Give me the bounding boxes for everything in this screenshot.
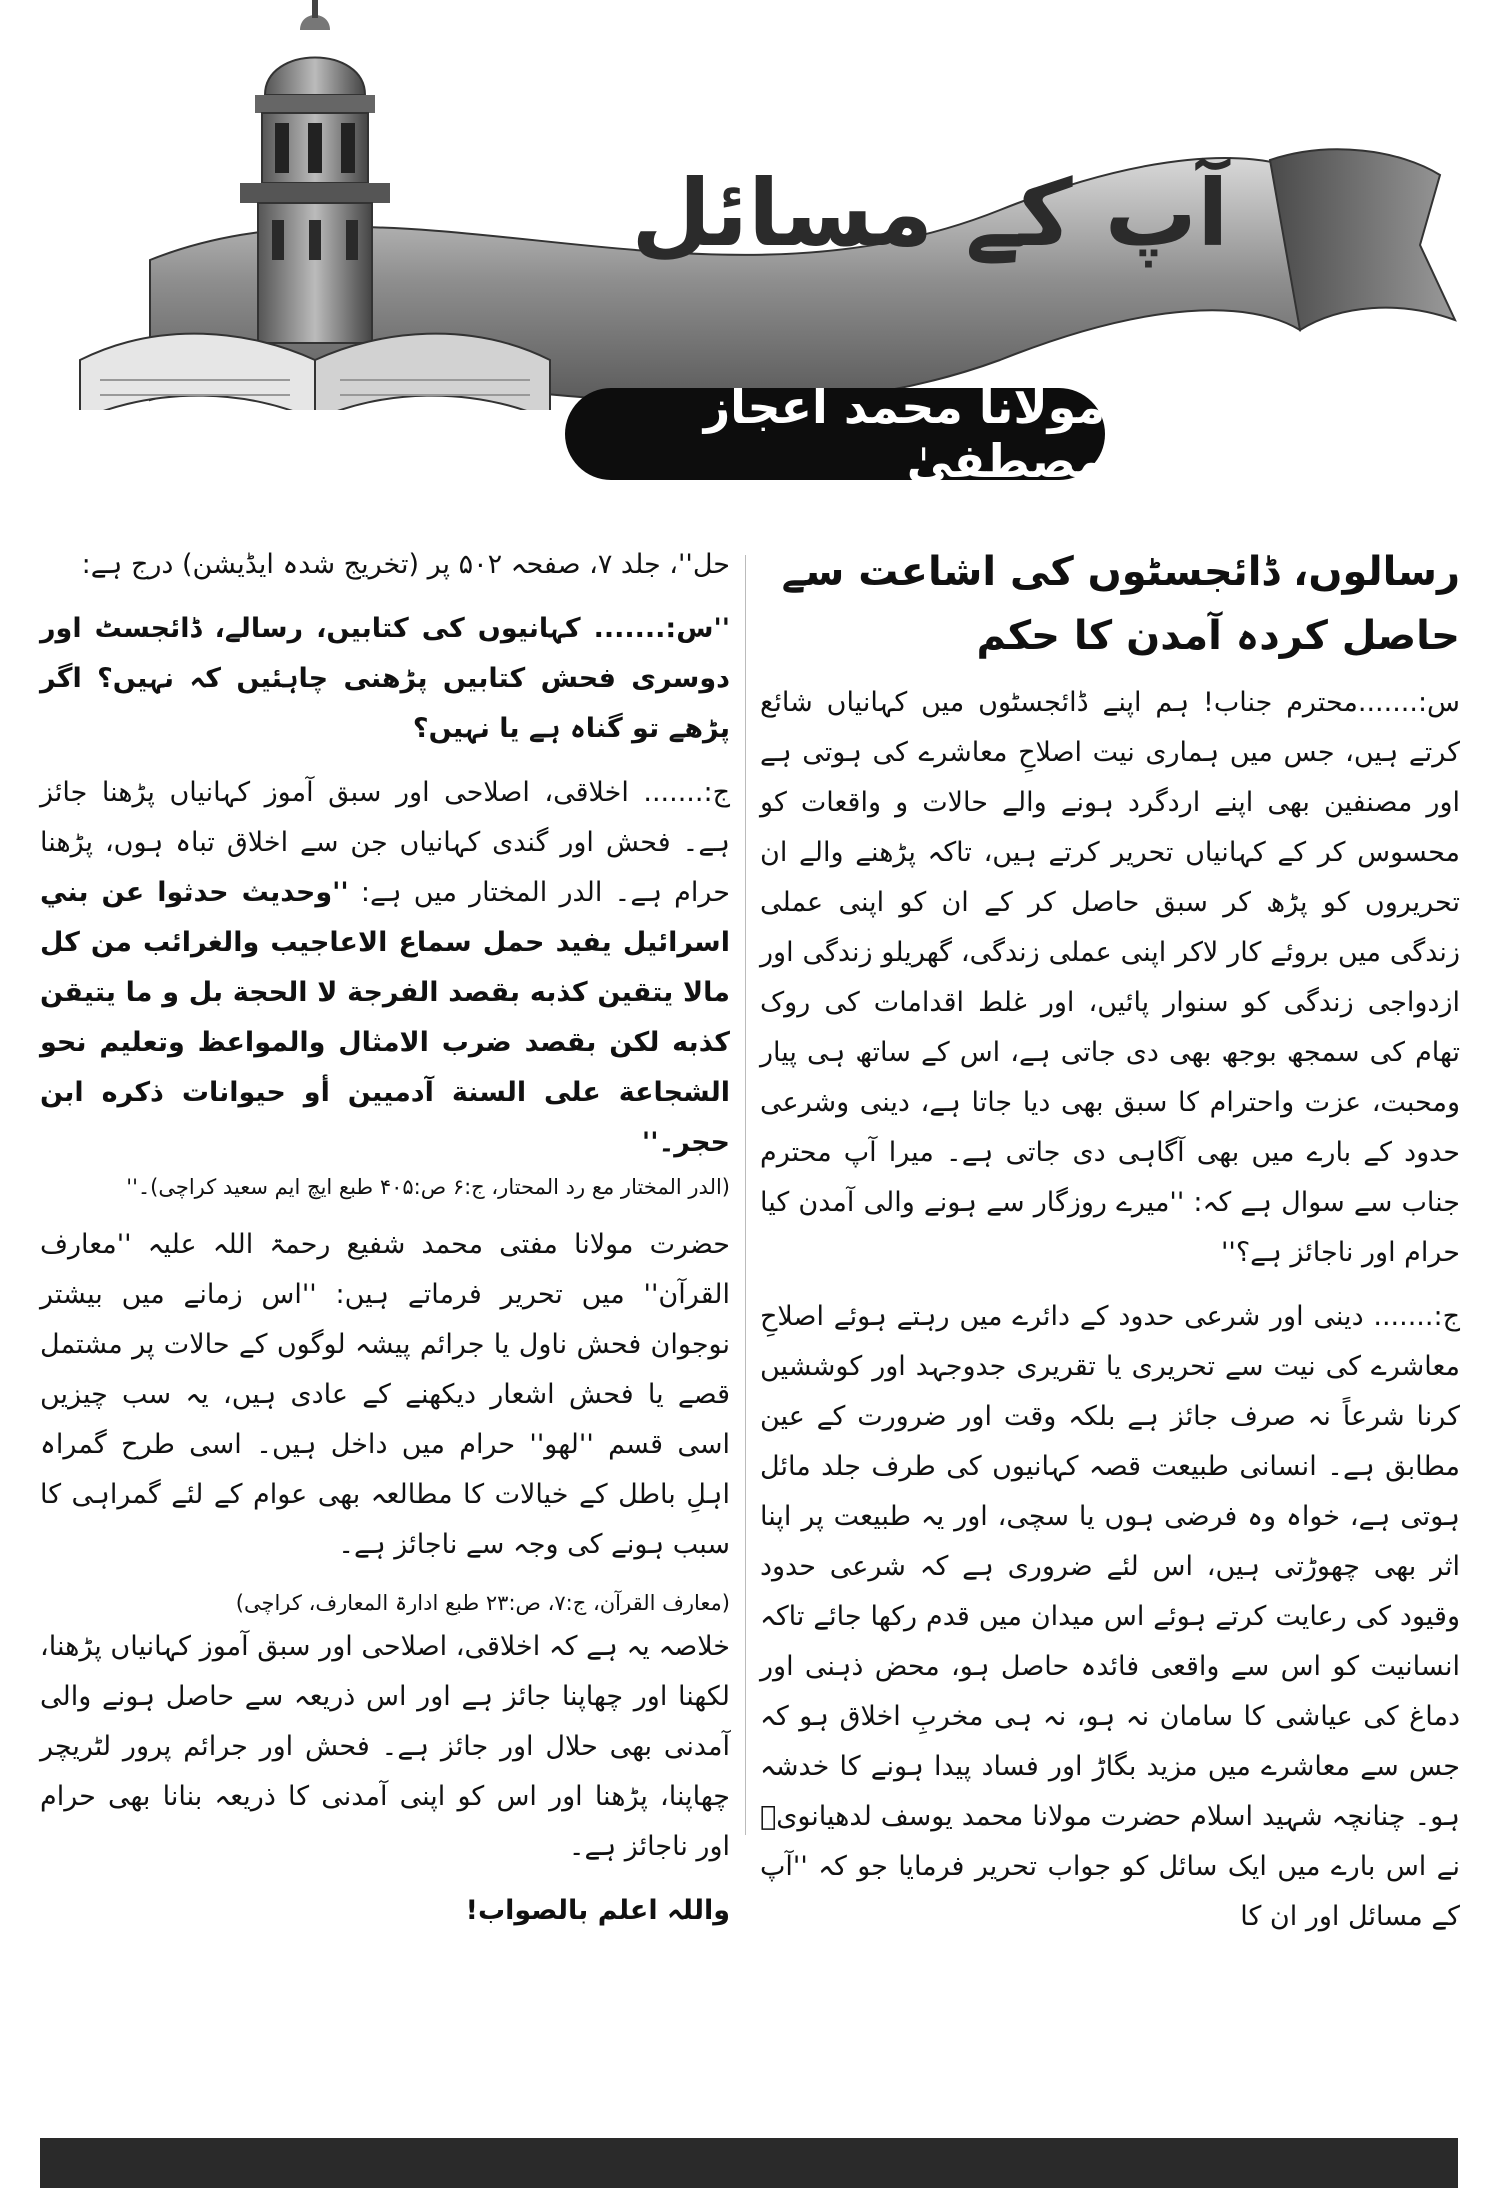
masthead-title: آپ کے مسائل — [631, 160, 1229, 267]
article-left-column — [40, 540, 730, 1950]
author-badge — [565, 380, 1105, 488]
article-headline: رسالوں، ڈائجسٹوں کی اشاعت سے حاصل کردہ آمدن کا حکم — [781, 549, 1460, 659]
article-right-column — [760, 540, 1460, 1956]
answer-paragraph: ج:....... دینی اور شرعی حدود کے دائرے میں رہتے ہوئے اصلاحِ معاشرے کی نیت سے تحریری یا تقریری جدوجہد اور کوششیں کرنا شرعاً نہ صرف جائز ہے بلکہ وقت اور ضرورت کے عین مطابق ہے۔ انسانی طبیعت قصہ کہانیوں کی طرف جلد مائل ہوتی ہے، خواہ وہ فرضی ہوں یا سچی، اور یہ طبیعت پر اپنا اثر بھی چھوڑتی ہیں، اس لئے ضروری ہے کہ شرعی حدود وقیود کی رعایت کرتے ہوئے اس میدان میں قدم رکھا جائے تاکہ انسانیت کو اس سے واقعی فائدہ حاصل ہو، محض ذہنی اور دماغ کی عیاشی کا سامان نہ ہو، نہ ہی مخربِ اخلاق ہو کہ جس سے معاشرے میں مزید بگاڑ اور فساد پیدا ہونے کا خدشہ ہو۔ چنانچہ شہید اسلام حضرت مولانا محمد یوسف لدھیانویؒ نے اس بارے میں ایک سائل کو جواب تحریر فرمایا جو کہ ''آپ کے مسائل اور ان کا — [760, 1301, 1460, 1932]
quoted-answer-text: ج:....... اخلاقی، اصلاحی اور سبق آموز کہانیاں پڑھنا جائز ہے۔ فحش اور گندی کہانیاں جن سے اخلاق تباہ ہوں، پڑھنا حرام ہے۔ الدر المختار میں ہے: — [40, 777, 730, 908]
quoted-question: ''س:....... کہانیوں کی کتابیں، رسالے، ڈائجسٹ اور دوسری فحش کتابیں پڑھنی چاہئیں کہ نہیں؟ اگر پڑھے تو گناہ ہے یا نہیں؟ — [40, 613, 730, 744]
closing-phrase: واللہ اعلم بالصواب! — [465, 1895, 730, 1926]
quoted-answer — [40, 768, 730, 1206]
minaret-illustration — [240, 0, 390, 343]
column-divider — [745, 555, 746, 1835]
conclusion-paragraph: خلاصہ یہ ہے کہ اخلاقی، اصلاحی اور سبق آموز کہانیاں پڑھنا، لکھنا اور چھاپنا جائز ہے اور اس ذریعہ سے حاصل ہونے والی آمدنی بھی حلال اور جائز ہے۔ فحش اور جرائم پرور لٹریچر چھاپنا، پڑھنا اور اس کو اپنی آمدنی کا ذریعہ بنانا بھی حرام اور ناجائز ہے۔ — [40, 1631, 730, 1862]
arabic-quote-reference: (الدر المختار مع رد المحتار، ج:۶ ص:۴۰۵ طبع ایچ ایم سعید کراچی)۔'' — [126, 1175, 730, 1199]
author-name: مولانا محمد اعجاز مصطفیٰ — [703, 380, 1105, 488]
arabic-quote: ''وحديث حدثوا عن بني اسرائيل يفيد حمل سماع الاعاجيب والغرائب من كل مالا يتقين كذبه بقصد الفرجة لا الحجة بل و ما يتيقن كذبه لكن بقصد ضرب الامثال والمواعظ وتعليم نحو الشجاعة على السنة آدميين أو حيوانات ذكره ابن حجر۔'' — [40, 877, 730, 1158]
footer-bar — [40, 2138, 1458, 2188]
mufti-quote: حضرت مولانا مفتی محمد شفیع رحمۃ اللہ علیہ ''معارف القرآن'' میں تحریر فرماتے ہیں: ''اس زمانے میں بیشتر نوجوان فحش ناول یا جرائم پیشہ لوگوں کے حالات پر مشتمل قصے یا فحش اشعار دیکھنے کے عادی ہیں، یہ سب چیزیں اسی قسم ''لھو'' حرام میں داخل ہیں۔ اسی طرح گمراہ اہلِ باطل کے خیالات کا مطالعہ بھی عوام کے لئے گمراہی کا سبب ہونے کی وجہ سے ناجائز ہے۔ — [40, 1229, 730, 1560]
question-paragraph: س:.......محترم جناب! ہم اپنے ڈائجسٹوں میں کہانیاں شائع کرتے ہیں، جس میں ہماری نیت اصلاحِ معاشرے کی ہوتی ہے اور مصنفین بھی اپنے اردگرد ہونے والے حالات و واقعات کو محسوس کر کے کہانیاں تحریر کرتے ہیں، تاکہ پڑھنے والے ان تحریروں کو پڑھ کر سبق حاصل کر کے ان کو اپنی عملی زندگی میں بروئے کار لاکر اپنی عملی زندگی، گھریلو زندگی اور ازدواجی زندگی کو سنوار پائیں، اور غلط اقدامات کی روک تھام کی سمجھ بوجھ بھی دی جاتی ہے، اس کے ساتھ ہی پیار ومحبت، عزت واحترام کا سبق بھی دیا جاتا ہے، دینی وشرعی حدود کے بارے میں بھی آگاہی دی جاتی ہے۔ میرا آپ محترم جناب سے سوال ہے کہ: ''میرے روزگار سے ہونے والی آمدن کیا حرام اور ناجائز ہے؟'' — [760, 687, 1460, 1268]
mufti-quote-reference: (معارف القرآن، ج:۷، ص:۲۳ طبع ادارۃ المعارف، کراچی) — [235, 1591, 730, 1615]
citation-intro: حل''، جلد ۷، صفحہ ۵۰۲ پر (تخریج شدہ ایڈیشن) درج ہے: — [81, 549, 730, 580]
